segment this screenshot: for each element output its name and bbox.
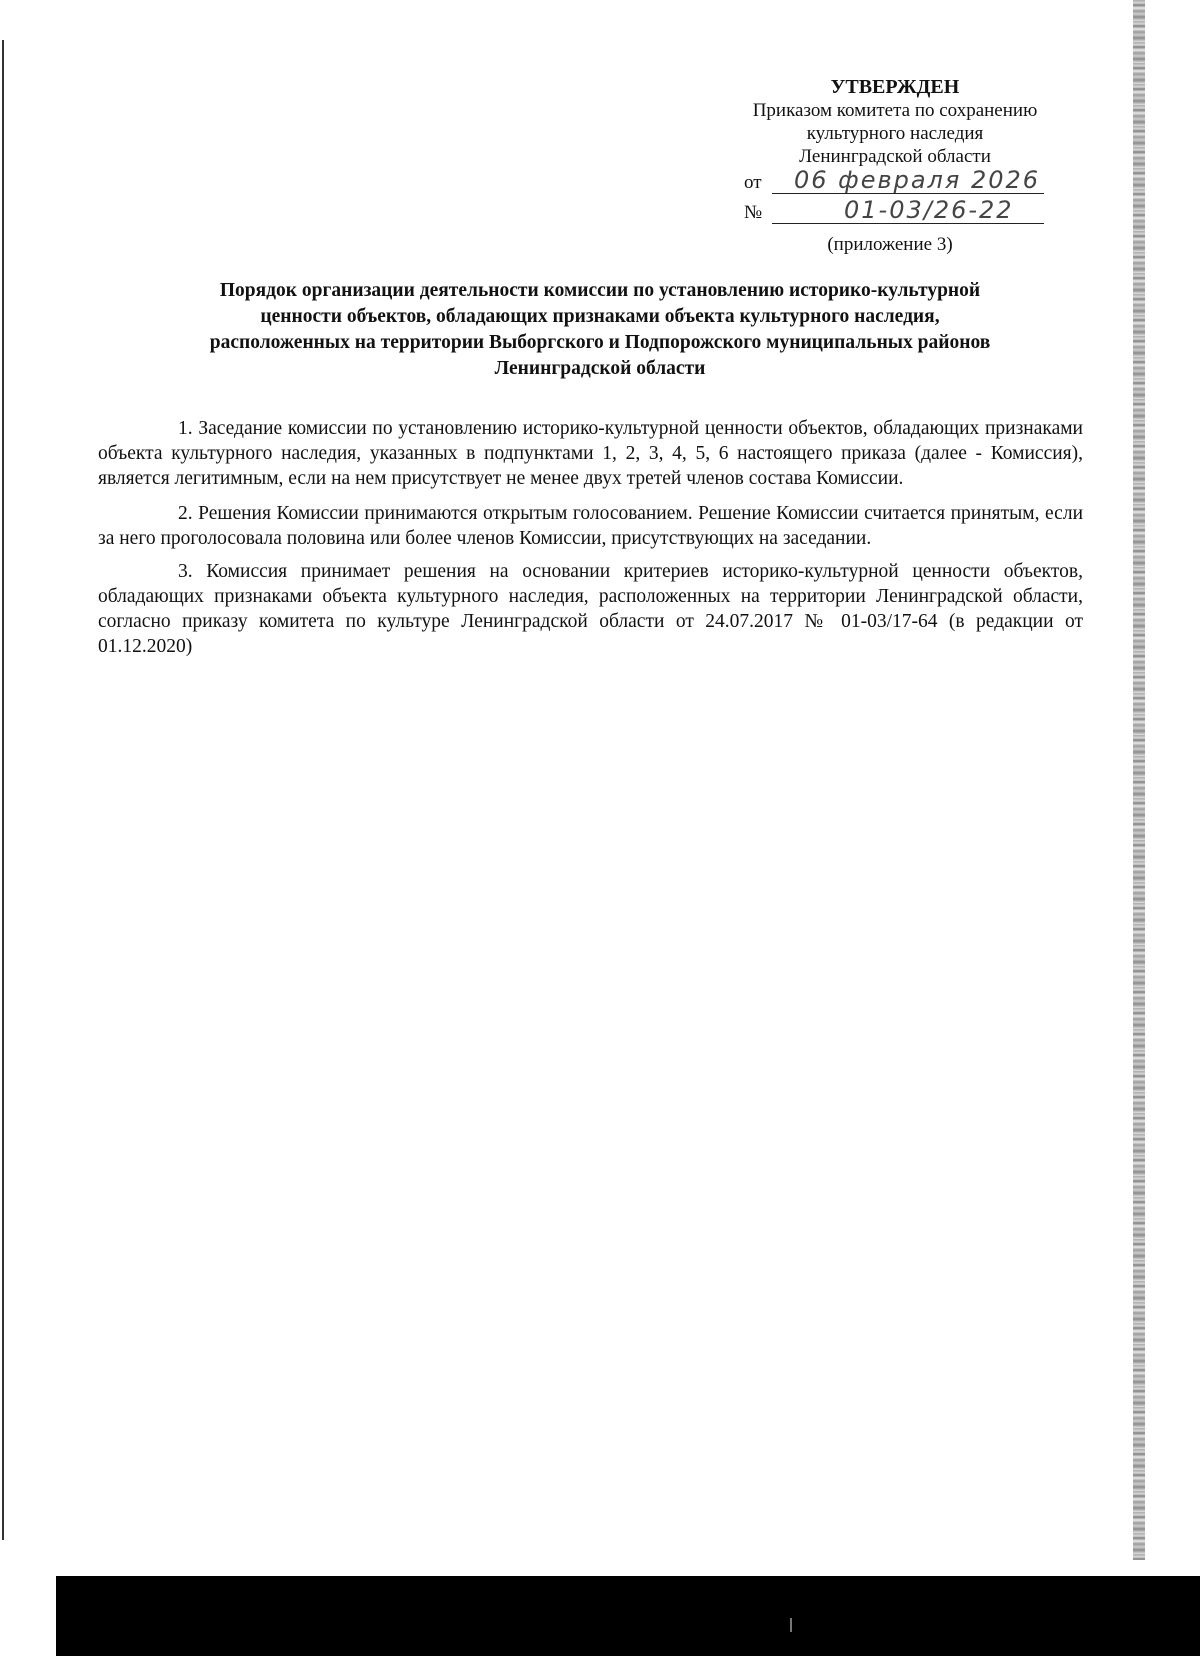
paragraph-2: 2. Решения Комиссии принимаются открытым голосованием. Решение Комиссии считается принятым, если за него проголосовала половина или более членов Комиссии, присутствующих на заседании. <box>98 503 1083 549</box>
paragraph-1: 1. Заседание комиссии по установлению историко-культурной ценности объектов, обладающих признаками объекта культурного наследия, указанных в подпунктами 1, 2, 3, 4, 5, 6 настоящего приказа (далее - Комиссия), является легитимным, если на нем присутствует не менее двух третей членов состава Комиссии. <box>98 418 1083 489</box>
title-line-4: Ленинградской области <box>494 358 706 379</box>
number-field <box>744 196 1044 226</box>
scan-noise-strip <box>1133 0 1145 1560</box>
paragraph-3: 3. Комиссия принимает решения на основании критериев историко-культурной ценности объектов, обладающих признаками объекта культурного наследия, расположенных на территории Ленинградской области, согласно приказу комитета по культуре Ленинградской области от 24.07.2017 № 01-03/17-64 (в редакции от 01.12.2020) <box>98 561 1083 657</box>
date-field <box>744 166 1044 196</box>
approval-line-2: культурного наследия <box>806 123 984 144</box>
scan-bottom-mark <box>790 1618 792 1632</box>
title-line-1: Порядок организации деятельности комиссии по установлению историко-культурной <box>219 280 981 301</box>
appendix-label: (приложение 3) <box>827 234 953 255</box>
document-body <box>98 416 1083 659</box>
title-line-3: расположенных на территории Выборгского и Подпорожского муниципальных районов <box>209 332 991 353</box>
approval-block <box>700 76 1090 168</box>
document-title <box>100 278 1100 382</box>
approval-line-1: Приказом комитета по сохранению <box>752 100 1038 121</box>
number-label: № <box>744 202 763 223</box>
date-label: от <box>744 172 762 193</box>
number-handwritten: 01-03/26-22 <box>844 196 1014 224</box>
approval-line-3: Ленинградской области <box>799 146 991 167</box>
date-handwritten: 06 февраля 2026 <box>794 166 1041 194</box>
approval-heading: УТВЕРЖДЕН <box>830 76 960 98</box>
title-line-2: ценности объектов, обладающих признаками объекта культурного наследия, <box>260 306 940 327</box>
scan-bottom-bar <box>56 1576 1200 1656</box>
scan-edge-line <box>2 40 4 1540</box>
